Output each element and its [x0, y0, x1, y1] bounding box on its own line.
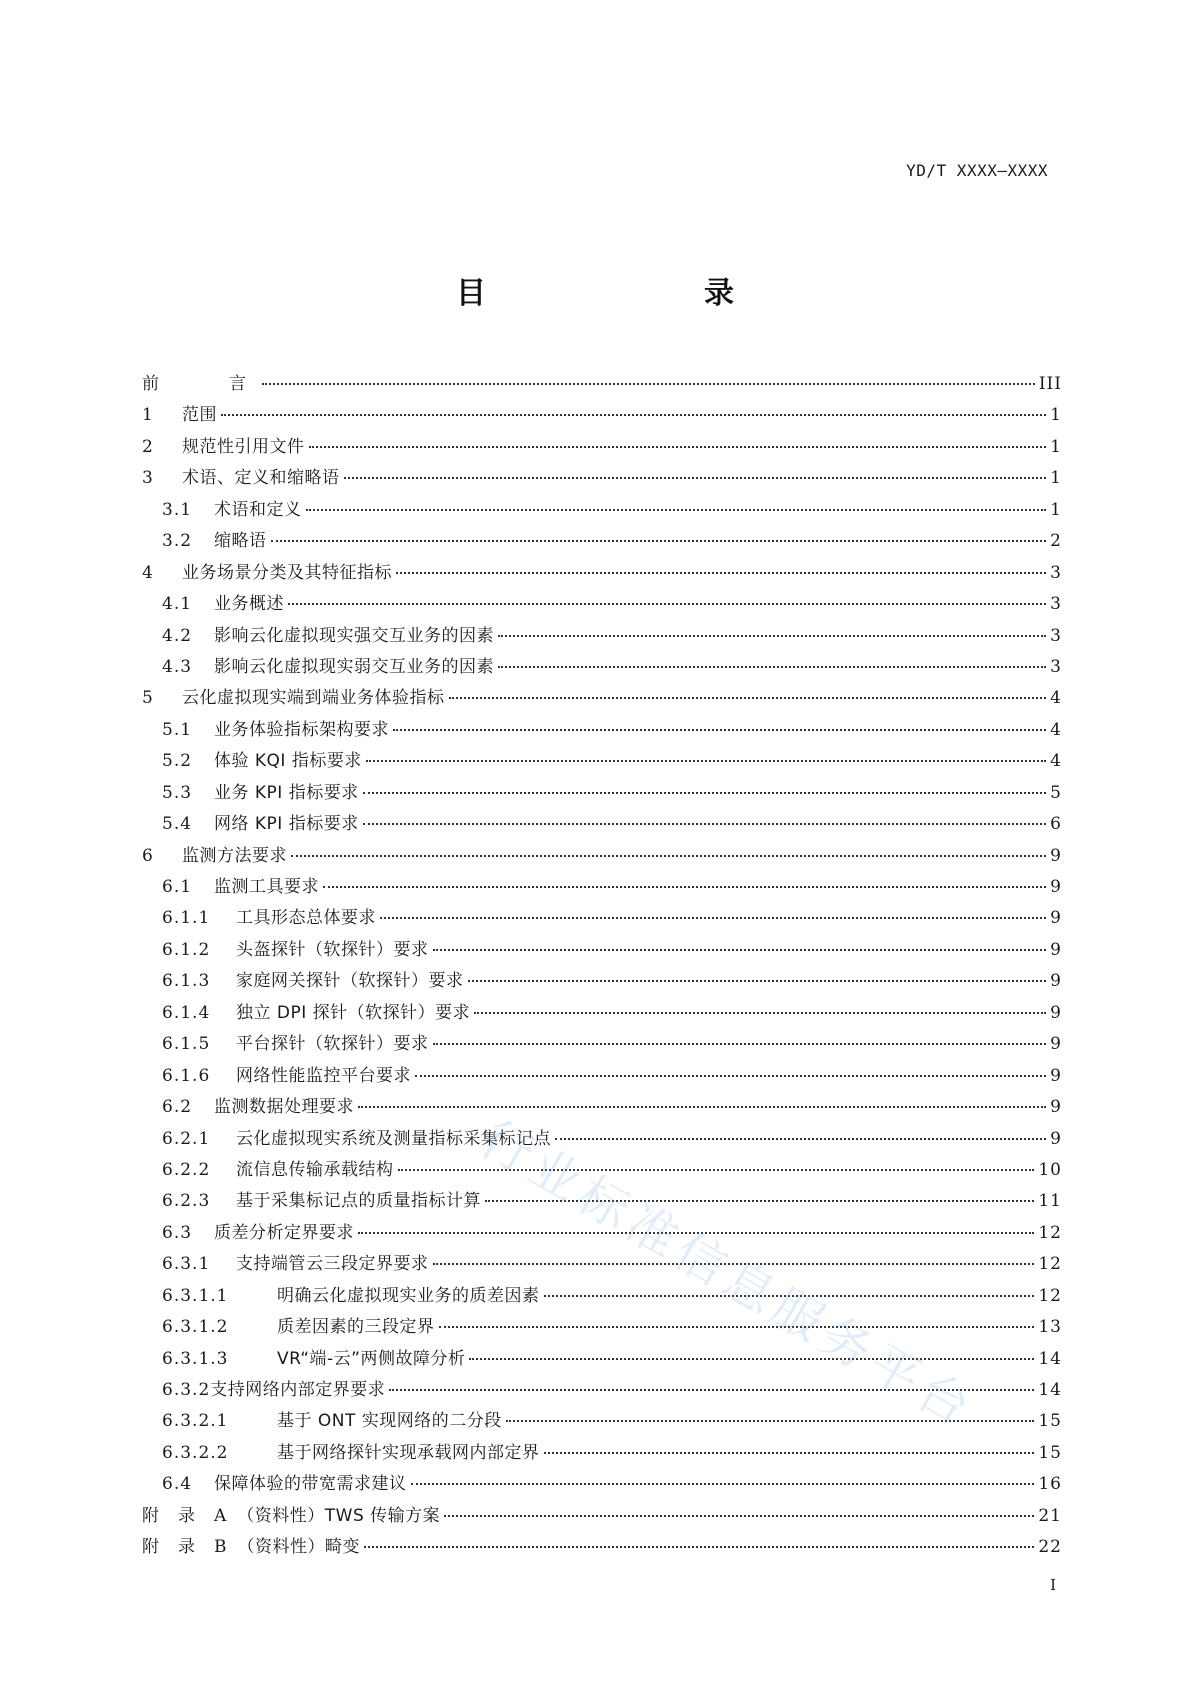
toc-entry-page: 12 [1038, 1222, 1062, 1243]
toc-entry-page: 3 [1050, 625, 1062, 646]
toc-entry-text: 头盔探针（软探针）要求 [236, 939, 429, 960]
toc-dot-leader [485, 1200, 1034, 1202]
toc-entry-number: 附 录 B [142, 1537, 228, 1558]
toc-dot-leader [411, 1483, 1035, 1485]
toc-entry-text: 平台探针（软探针）要求 [236, 1034, 429, 1055]
toc-entry-page: 9 [1050, 1128, 1062, 1149]
toc-list [142, 369, 1062, 1564]
toc-dot-leader [309, 446, 1047, 448]
toc-dot-leader [306, 509, 1047, 511]
toc-entry-page: 12 [1038, 1254, 1062, 1275]
toc-dot-leader [288, 603, 1046, 605]
toc-dot-leader [433, 1263, 1035, 1265]
toc-dot-leader [498, 666, 1046, 668]
toc-entry-number: 6.1.5 [162, 1034, 211, 1055]
toc-entry-text: 监测数据处理要求 [214, 1097, 354, 1118]
toc-entry-text: 影响云化虚拟现实强交互业务的因素 [214, 625, 494, 646]
toc-entry-number: 5.3 [162, 782, 193, 803]
toc-entry-text: 支持端管云三段定界要求 [236, 1254, 429, 1275]
toc-entry-text: 影响云化虚拟现实弱交互业务的因素 [214, 656, 494, 677]
toc-entry-text: 工具形态总体要求 [236, 908, 376, 929]
toc-entry-page: 3 [1050, 562, 1062, 583]
toc-entry-page: 9 [1050, 908, 1062, 929]
toc-dot-leader [396, 572, 1046, 574]
toc-entry[interactable] [142, 841, 1062, 872]
toc-entry[interactable] [142, 1124, 1062, 1155]
toc-dot-leader [389, 1389, 1034, 1391]
toc-entry[interactable] [142, 1312, 1062, 1343]
toc-dot-leader [323, 886, 1046, 888]
toc-entry-page: 14 [1038, 1380, 1062, 1400]
toc-entry-number: 6.1.4 [162, 1002, 211, 1023]
toc-entry-page: 9 [1050, 845, 1062, 866]
toc-entry-text: 网络 KPI 指标要求 [214, 814, 359, 835]
toc-entry-number: 6.3.2 [162, 1380, 211, 1400]
toc-dot-leader [363, 792, 1046, 794]
toc-title-left: 目 [456, 276, 486, 311]
toc-entry-number: 6 [142, 845, 154, 866]
toc-entry-text: 术语、定义和缩略语 [182, 468, 340, 489]
toc-entry-page: 15 [1038, 1411, 1062, 1432]
toc-entry[interactable] [142, 778, 1062, 809]
toc-entry[interactable] [142, 1249, 1062, 1280]
toc-entry-number: 5 [142, 688, 154, 709]
toc-entry-page: 4 [1050, 688, 1062, 709]
toc-dot-leader [358, 1232, 1034, 1234]
toc-entry-text: 基于网络探针实现承载网内部定界 [277, 1442, 540, 1463]
toc-entry-number: 6.4 [162, 1474, 193, 1495]
toc-entry-text: 家庭网关探针（软探针）要求 [236, 971, 464, 992]
toc-entry-number: 5.1 [162, 719, 193, 740]
toc-entry[interactable] [142, 715, 1062, 746]
toc-entry-number: 6.1.2 [162, 939, 211, 960]
toc-dot-leader [555, 1138, 1046, 1140]
toc-entry-page: 1 [1050, 405, 1062, 426]
toc-entry-text: 质差分析定界要求 [214, 1222, 354, 1243]
toc-dot-leader [380, 917, 1046, 919]
toc-entry-page: 3 [1050, 594, 1062, 615]
toc-entry-text: 规范性引用文件 [182, 436, 305, 457]
toc-entry-number: 6.2 [162, 1097, 193, 1118]
toc-dot-leader [221, 414, 1046, 416]
toc-entry[interactable] [142, 621, 1062, 652]
toc-entry[interactable] [142, 1186, 1062, 1217]
toc-entry[interactable] [142, 903, 1062, 934]
toc-entry[interactable] [142, 935, 1062, 966]
toc-dot-leader [433, 949, 1047, 951]
toc-entry[interactable] [142, 652, 1062, 683]
toc-entry[interactable] [142, 1469, 1062, 1500]
toc-entry-number: 6.3.2.1 [162, 1411, 229, 1432]
toc-entry-page: 12 [1038, 1285, 1062, 1306]
toc-dot-leader [444, 1515, 1034, 1517]
toc-entry-page: 15 [1038, 1442, 1062, 1463]
toc-dot-leader [358, 1106, 1046, 1108]
toc-entry-number: 6.3.1.3 [162, 1348, 229, 1369]
watermark: 行业标准信息服务平台 [470, 1109, 985, 1440]
toc-entry-page: 13 [1038, 1317, 1062, 1338]
toc-entry[interactable] [142, 1281, 1062, 1312]
toc-entry-number: 6.3.1.2 [162, 1317, 229, 1338]
toc-title-right: 录 [704, 276, 734, 311]
toc-entry-number: 4 [142, 562, 154, 583]
toc-entry-number: 6.2.2 [162, 1159, 211, 1180]
toc-entry[interactable] [142, 1406, 1062, 1437]
toc-entry-number: 6.2.3 [162, 1191, 211, 1212]
toc-entry-text: 独立 DPI 探针（软探针）要求 [236, 1002, 471, 1023]
toc-entry[interactable] [142, 809, 1062, 840]
toc-entry-text: （资料性）TWS 传输方案 [237, 1505, 441, 1526]
toc-dot-leader [415, 1075, 1046, 1077]
toc-entry-page: 4 [1050, 751, 1062, 772]
toc-entry-number: 5.4 [162, 814, 193, 835]
toc-entry[interactable] [142, 463, 1062, 494]
toc-entry-page: 9 [1050, 1065, 1062, 1086]
toc-entry[interactable] [142, 1438, 1062, 1469]
toc-entry-number: 6.3 [162, 1222, 193, 1243]
toc-entry[interactable] [142, 495, 1062, 526]
toc-entry[interactable] [142, 589, 1062, 620]
toc-entry[interactable] [142, 1375, 1062, 1406]
toc-entry[interactable] [142, 1061, 1062, 1092]
toc-entry-number: 3.1 [162, 499, 193, 520]
toc-entry-page: 1 [1050, 468, 1062, 489]
toc-entry-text: 业务概述 [214, 594, 284, 615]
toc-entry-number: 6.1 [162, 877, 193, 897]
toc-entry-number: 3 [142, 468, 154, 489]
toc-entry-text: 业务 KPI 指标要求 [214, 782, 359, 803]
toc-entry-number: 6.3.1.1 [162, 1285, 229, 1306]
toc-dot-leader [498, 635, 1046, 637]
toc-entry-number: 5.2 [162, 751, 193, 772]
toc-entry-number: 附 录 A [142, 1505, 228, 1526]
toc-entry-text: 质差因素的三段定界 [277, 1317, 435, 1338]
toc-entry-text: 监测工具要求 [214, 877, 319, 897]
toc-entry-text: 云化虚拟现实端到端业务体验指标 [182, 688, 445, 709]
toc-entry-text: 监测方法要求 [182, 845, 287, 866]
toc-entry-text: 术语和定义 [214, 499, 302, 520]
toc-entry-number: 4.1 [162, 594, 193, 615]
toc-dot-leader [474, 1012, 1046, 1014]
toc-entry[interactable] [142, 966, 1062, 997]
toc-entry[interactable] [142, 1344, 1062, 1375]
toc-entry-number: 4.2 [162, 625, 193, 646]
toc-entry-page: 21 [1038, 1505, 1062, 1526]
toc-entry-number: 6.2.1 [162, 1128, 211, 1149]
toc-dot-leader [271, 540, 1047, 542]
document-code: YD/T XXXX—XXXX [906, 161, 1048, 180]
toc-dot-leader [398, 1169, 1035, 1171]
toc-dot-leader [433, 1043, 1047, 1045]
page-number: I [1050, 1576, 1056, 1594]
toc-dot-leader [393, 729, 1046, 731]
toc-dot-leader [363, 823, 1046, 825]
toc-entry-number: 前 言 [142, 374, 258, 394]
toc-dot-leader [291, 855, 1046, 857]
toc-entry-number: 3.2 [162, 531, 193, 552]
toc-entry-number: 6.3.1 [162, 1254, 211, 1275]
toc-dot-leader [344, 477, 1047, 479]
toc-entry[interactable] [142, 872, 1062, 903]
toc-entry-text: 流信息传输承载结构 [236, 1159, 394, 1180]
toc-entry-page: 10 [1038, 1159, 1062, 1180]
toc-entry-page: 9 [1050, 877, 1062, 897]
toc-entry[interactable] [142, 1092, 1062, 1123]
toc-dot-leader [506, 1420, 1035, 1422]
toc-entry-text: 云化虚拟现实系统及测量指标采集标记点 [236, 1128, 551, 1149]
toc-entry-text: （资料性）畸变 [237, 1537, 360, 1558]
toc-entry-text: 基于 ONT 实现网络的二分段 [277, 1411, 502, 1432]
toc-entry-text: 支持网络内部定界要求 [210, 1380, 386, 1400]
toc-entry[interactable] [142, 400, 1062, 431]
toc-entry-text: 保障体验的带宽需求建议 [214, 1474, 407, 1495]
toc-entry-text: 范围 [182, 405, 217, 426]
toc-entry[interactable] [142, 1501, 1062, 1532]
toc-title [0, 268, 1190, 312]
toc-entry-number: 4.3 [162, 656, 193, 677]
toc-entry-page: 14 [1038, 1348, 1062, 1369]
toc-entry-text: VR“端-云”两侧故障分析 [277, 1348, 466, 1369]
toc-entry-page: 22 [1038, 1537, 1062, 1558]
toc-entry[interactable] [142, 1218, 1062, 1249]
toc-entry-page: 2 [1050, 531, 1062, 552]
toc-dot-leader [366, 760, 1046, 762]
toc-dot-leader [468, 980, 1047, 982]
toc-entry[interactable] [142, 432, 1062, 463]
toc-entry[interactable] [142, 526, 1062, 557]
toc-entry-text: 明确云化虚拟现实业务的质差因素 [277, 1285, 540, 1306]
toc-dot-leader [544, 1452, 1035, 1454]
toc-entry-page: 11 [1038, 1191, 1062, 1212]
toc-entry-page: 9 [1050, 1034, 1062, 1055]
toc-entry-page: 1 [1050, 499, 1062, 520]
toc-entry-page: 1 [1050, 436, 1062, 457]
toc-entry-text: 业务场景分类及其特征指标 [182, 562, 392, 583]
toc-entry-number: 6.3.2.2 [162, 1442, 229, 1463]
toc-entry-page: 9 [1050, 1002, 1062, 1023]
toc-dot-leader [544, 1295, 1035, 1297]
toc-entry-text: 基于采集标记点的质量指标计算 [236, 1191, 481, 1212]
toc-entry-page: III [1038, 374, 1062, 394]
toc-entry-text: 网络性能监控平台要求 [236, 1065, 411, 1086]
toc-entry-page: 9 [1050, 1097, 1062, 1118]
toc-dot-leader [364, 1546, 1034, 1548]
toc-entry[interactable] [142, 369, 1062, 400]
toc-entry-page: 5 [1050, 782, 1062, 803]
toc-entry[interactable] [142, 558, 1062, 589]
toc-dot-leader [469, 1358, 1034, 1360]
toc-dot-leader [439, 1326, 1035, 1328]
toc-entry[interactable] [142, 683, 1062, 714]
toc-entry-page: 16 [1038, 1474, 1062, 1495]
toc-entry[interactable] [142, 1155, 1062, 1186]
toc-dot-leader [449, 697, 1047, 699]
toc-entry-page: 6 [1050, 814, 1062, 835]
toc-entry-text: 业务体验指标架构要求 [214, 719, 389, 740]
toc-entry-text: 缩略语 [214, 531, 267, 552]
toc-entry-page: 9 [1050, 971, 1062, 992]
toc-entry-text: 体验 KQI 指标要求 [214, 751, 362, 772]
toc-entry-page: 3 [1050, 656, 1062, 677]
toc-entry-number: 6.1.1 [162, 908, 211, 929]
toc-dot-leader [262, 383, 1035, 385]
toc-entry[interactable] [142, 1029, 1062, 1060]
toc-entry-page: 4 [1050, 719, 1062, 740]
toc-entry-number: 1 [142, 405, 154, 426]
toc-entry-page: 9 [1050, 939, 1062, 960]
toc-entry-number: 6.1.6 [162, 1065, 211, 1086]
toc-entry-number: 6.1.3 [162, 971, 211, 992]
toc-entry[interactable] [142, 1532, 1062, 1563]
toc-entry-number: 2 [142, 436, 154, 457]
toc-entry[interactable] [142, 998, 1062, 1029]
toc-entry[interactable] [142, 746, 1062, 777]
